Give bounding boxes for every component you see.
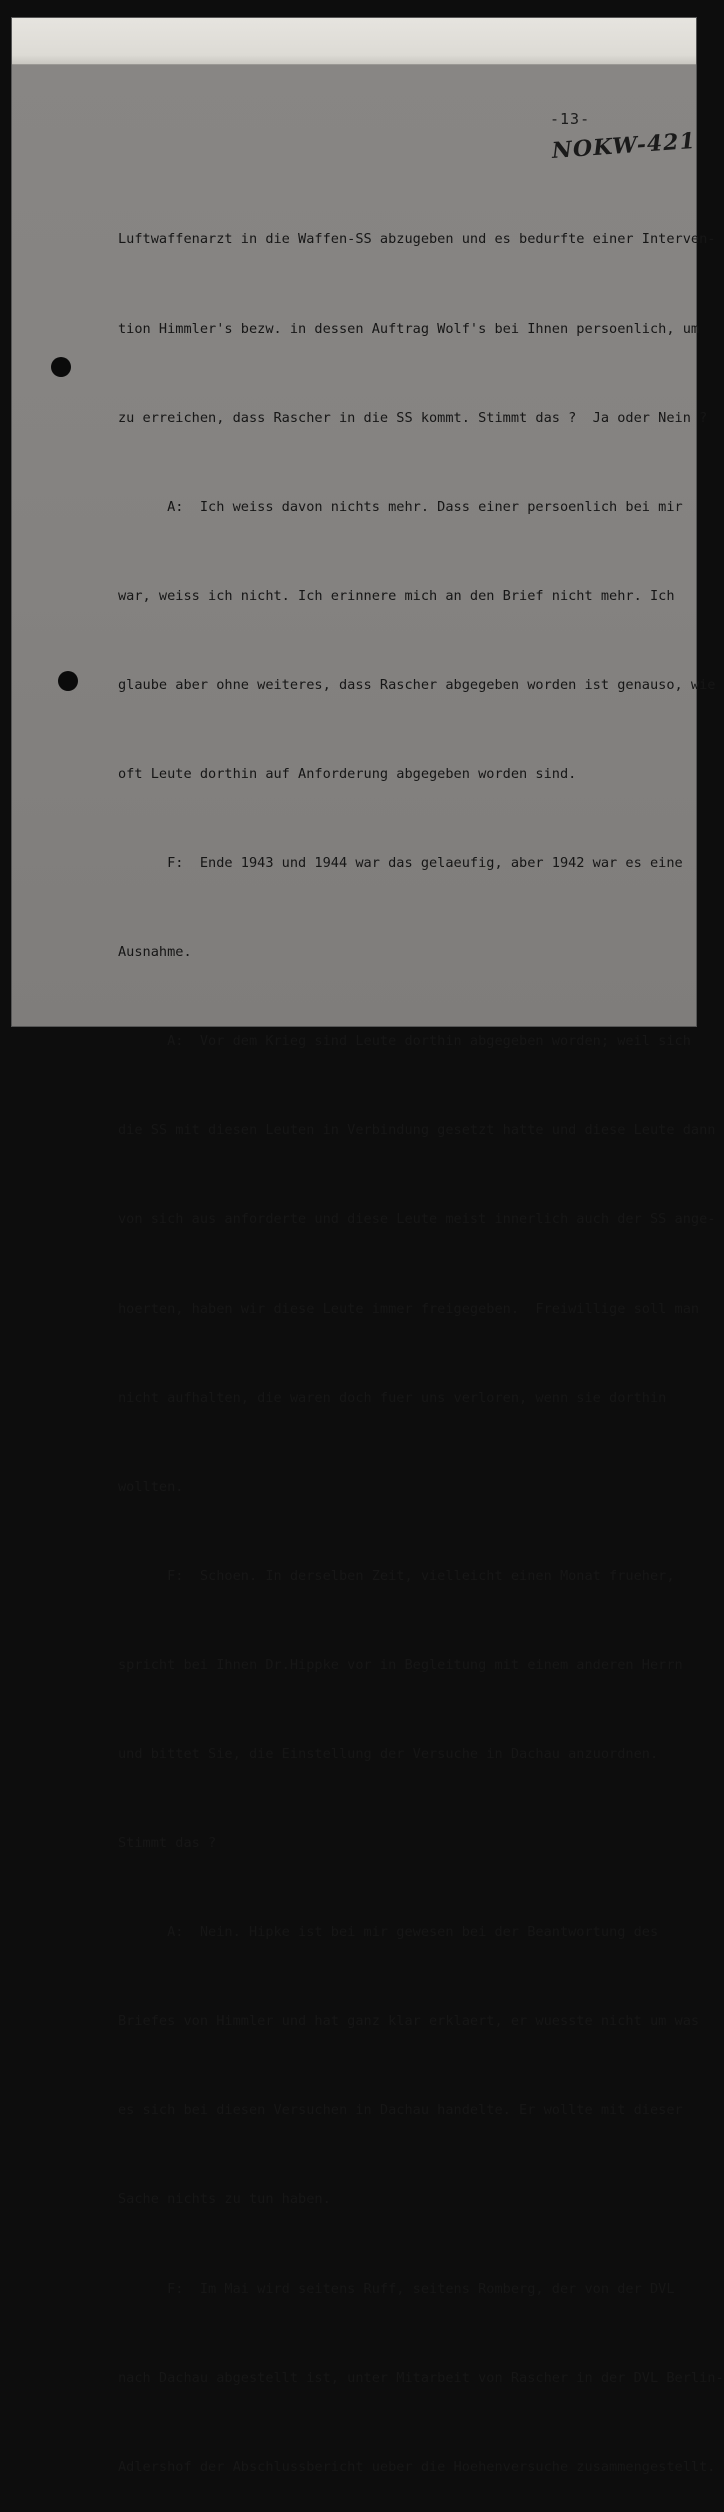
text-line: A: Nein. Hipke ist bei mir gewesen bei der Beantwortung des — [118, 1924, 659, 1941]
text-line: zu erreichen, dass Rascher in die SS kommt. Stimmt das ? Ja oder Nein ? — [118, 409, 708, 426]
text-line: F: Schoen. In derselben Zeit, vielleicht einen Monat frueher, — [118, 1567, 675, 1584]
text-line: F: Im Mai wird seitens Ruff, seitens Romberg, der von der DVL — [118, 2280, 675, 2297]
handwritten-document-code: NOKW-421 — [551, 127, 697, 164]
punch-hole-top — [51, 357, 71, 377]
text-line: von sich aus anforderte und diese Leute meist innerlich auch der SS ange- — [118, 1211, 716, 1228]
text-line: es sich bei diesen Versuchen in Dachau handelte. Er wollte mit dieser — [118, 2102, 683, 2119]
text-line: Ausnahme. — [118, 944, 192, 961]
text-line: war, weiss ich nicht. Ich erinnere mich an den Brief nicht mehr. Ich — [118, 587, 675, 604]
text-line: die SS mit diesen Leuten in Verbindung gesetzt hatte und diese Leute dann — [118, 1122, 716, 1139]
text-line: glaube aber ohne weiteres, dass Rascher abgegeben worden ist genauso, wie — [118, 676, 716, 693]
page-number: -13- — [550, 110, 591, 128]
punch-hole-bottom — [58, 671, 78, 691]
text-line: A: Ich weiss davon nichts mehr. Dass einer persoenlich bei mir — [118, 498, 683, 515]
text-line: nach Dachau abgestellt ist, unter Mitarbeit von Rascher in der DVL Berlin- — [118, 2369, 724, 2386]
text-line: tion Himmler's bezw. in dessen Auftrag Wolf's bei Ihnen persoenlich, um — [118, 320, 700, 337]
text-line: Stimmt das ? — [118, 1835, 217, 1852]
typed-transcript-body — [118, 166, 724, 2512]
text-line: oft Leute dorthin auf Anforderung abgegeben worden sind. — [118, 765, 577, 782]
text-line: spricht bei Ihnen Dr.Hippke vor in Begleitung mit einem anderen Herrn — [118, 1656, 683, 1673]
text-line: Adlershof der Abschlussbericht ueber die Hoehenversuche zusammengestellt. — [118, 2458, 716, 2475]
text-line: wollten. — [118, 1478, 184, 1495]
text-line: nicht aufhalten, die waren doch fuer uns verloren, wenn sie dorthin — [118, 1389, 667, 1406]
text-line: Luftwaffenarzt in die Waffen-SS abzugeben und es bedurfte einer Interven- — [118, 231, 716, 248]
paper-top-strip — [12, 18, 696, 65]
text-line: hoerten, haben wir diese Leute immer freigegeben. Freiwillige soll man — [118, 1300, 700, 1317]
text-line: A: Vor dem Krieg sind Leute dorthin abgegeben worden; weil sich — [118, 1033, 691, 1050]
text-line: F: Ende 1943 und 1944 war das gelaeufig, aber 1942 war es eine — [118, 855, 683, 872]
text-line: Briefes von Himmler und hat ganz klar erklaert, er wuesste nicht um was — [118, 2013, 700, 2030]
text-line: Sache nichts zu tun haben. — [118, 2191, 331, 2208]
text-line: und bittet Sie, die Einstellung der Versuche in Dachau anzuordnen. — [118, 1746, 659, 1762]
